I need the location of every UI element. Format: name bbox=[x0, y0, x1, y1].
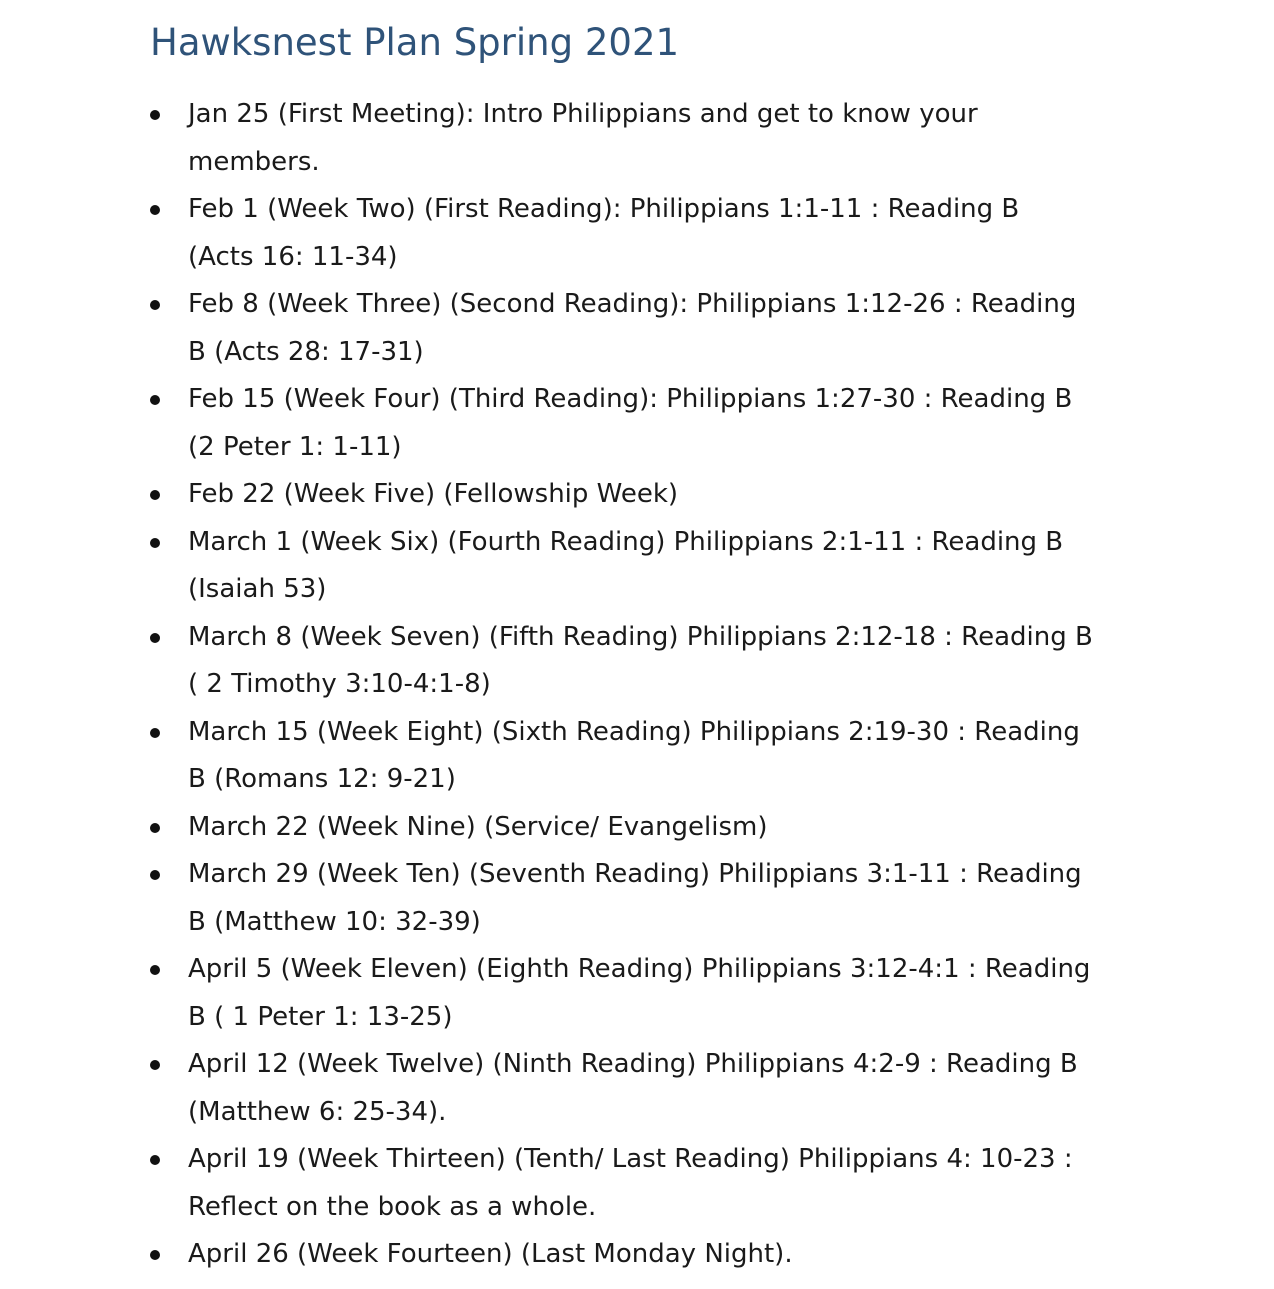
bullet-icon bbox=[150, 205, 160, 215]
list-item-text: Jan 25 (First Meeting): Intro Philippians and get to know your members. bbox=[188, 99, 978, 177]
schedule-list bbox=[150, 91, 1150, 1279]
list-item bbox=[150, 281, 1150, 376]
bullet-icon bbox=[150, 728, 160, 738]
bullet-icon bbox=[150, 823, 160, 833]
list-item bbox=[150, 1231, 1150, 1279]
list-item bbox=[150, 471, 1150, 519]
bullet-icon bbox=[150, 490, 160, 500]
list-item bbox=[150, 1041, 1150, 1136]
list-item-text: March 15 (Week Eight) (Sixth Reading) Philippians 2:19-30 : Reading B (Romans 12: 9-21) bbox=[188, 716, 1080, 794]
list-item bbox=[150, 946, 1150, 1041]
list-item-text: April 19 (Week Thirteen) (Tenth/ Last Reading) Philippians 4: 10-23 : Reflect on the book as a whole. bbox=[188, 1144, 1073, 1222]
list-item bbox=[150, 91, 1150, 186]
bullet-icon bbox=[150, 965, 160, 975]
list-item-text: Feb 8 (Week Three) (Second Reading): Philippians 1:12-26 : Reading B (Acts 28: 17-31) bbox=[188, 289, 1077, 367]
list-item-text: Feb 1 (Week Two) (First Reading): Philippians 1:1-11 : Reading B (Acts 16: 11-34) bbox=[188, 194, 1020, 272]
list-item-text: March 8 (Week Seven) (Fifth Reading) Philippians 2:12-18 : Reading B ( 2 Timothy 3:10-4:1-8) bbox=[188, 621, 1093, 699]
list-item bbox=[150, 186, 1150, 281]
list-item-text: April 26 (Week Fourteen) (Last Monday Night). bbox=[188, 1239, 793, 1269]
bullet-icon bbox=[150, 870, 160, 880]
bullet-icon bbox=[150, 1060, 160, 1070]
list-item-text: March 29 (Week Ten) (Seventh Reading) Philippians 3:1-11 : Reading B (Matthew 10: 32-39) bbox=[188, 859, 1082, 937]
list-item bbox=[150, 1136, 1150, 1231]
list-item bbox=[150, 376, 1150, 471]
list-item-text: Feb 15 (Week Four) (Third Reading): Philippians 1:27-30 : Reading B (2 Peter 1: 1-11) bbox=[188, 384, 1073, 462]
list-item bbox=[150, 519, 1150, 614]
list-item-text: April 12 (Week Twelve) (Ninth Reading) Philippians 4:2-9 : Reading B (Matthew 6: 25-34). bbox=[188, 1049, 1078, 1127]
bullet-icon bbox=[150, 300, 160, 310]
list-item bbox=[150, 614, 1150, 709]
bullet-icon bbox=[150, 1155, 160, 1165]
list-item bbox=[150, 804, 1150, 852]
list-item bbox=[150, 709, 1150, 804]
list-item-text: March 22 (Week Nine) (Service/ Evangelism) bbox=[188, 811, 768, 842]
bullet-icon bbox=[150, 110, 160, 120]
list-item-text: Feb 22 (Week Five) (Fellowship Week) bbox=[188, 479, 679, 509]
bullet-icon bbox=[150, 1250, 160, 1260]
bullet-icon bbox=[150, 633, 160, 643]
bullet-icon bbox=[150, 538, 160, 548]
bullet-icon bbox=[150, 395, 160, 405]
list-item-text: March 1 (Week Six) (Fourth Reading) Philippians 2:1-11 : Reading B (Isaiah 53) bbox=[188, 526, 1064, 604]
list-item bbox=[150, 851, 1150, 946]
document-title: Hawksnest Plan Spring 2021 bbox=[150, 21, 680, 64]
list-item-text: April 5 (Week Eleven) (Eighth Reading) Philippians 3:12-4:1 : Reading B ( 1 Peter 1: 13-25) bbox=[188, 954, 1091, 1032]
